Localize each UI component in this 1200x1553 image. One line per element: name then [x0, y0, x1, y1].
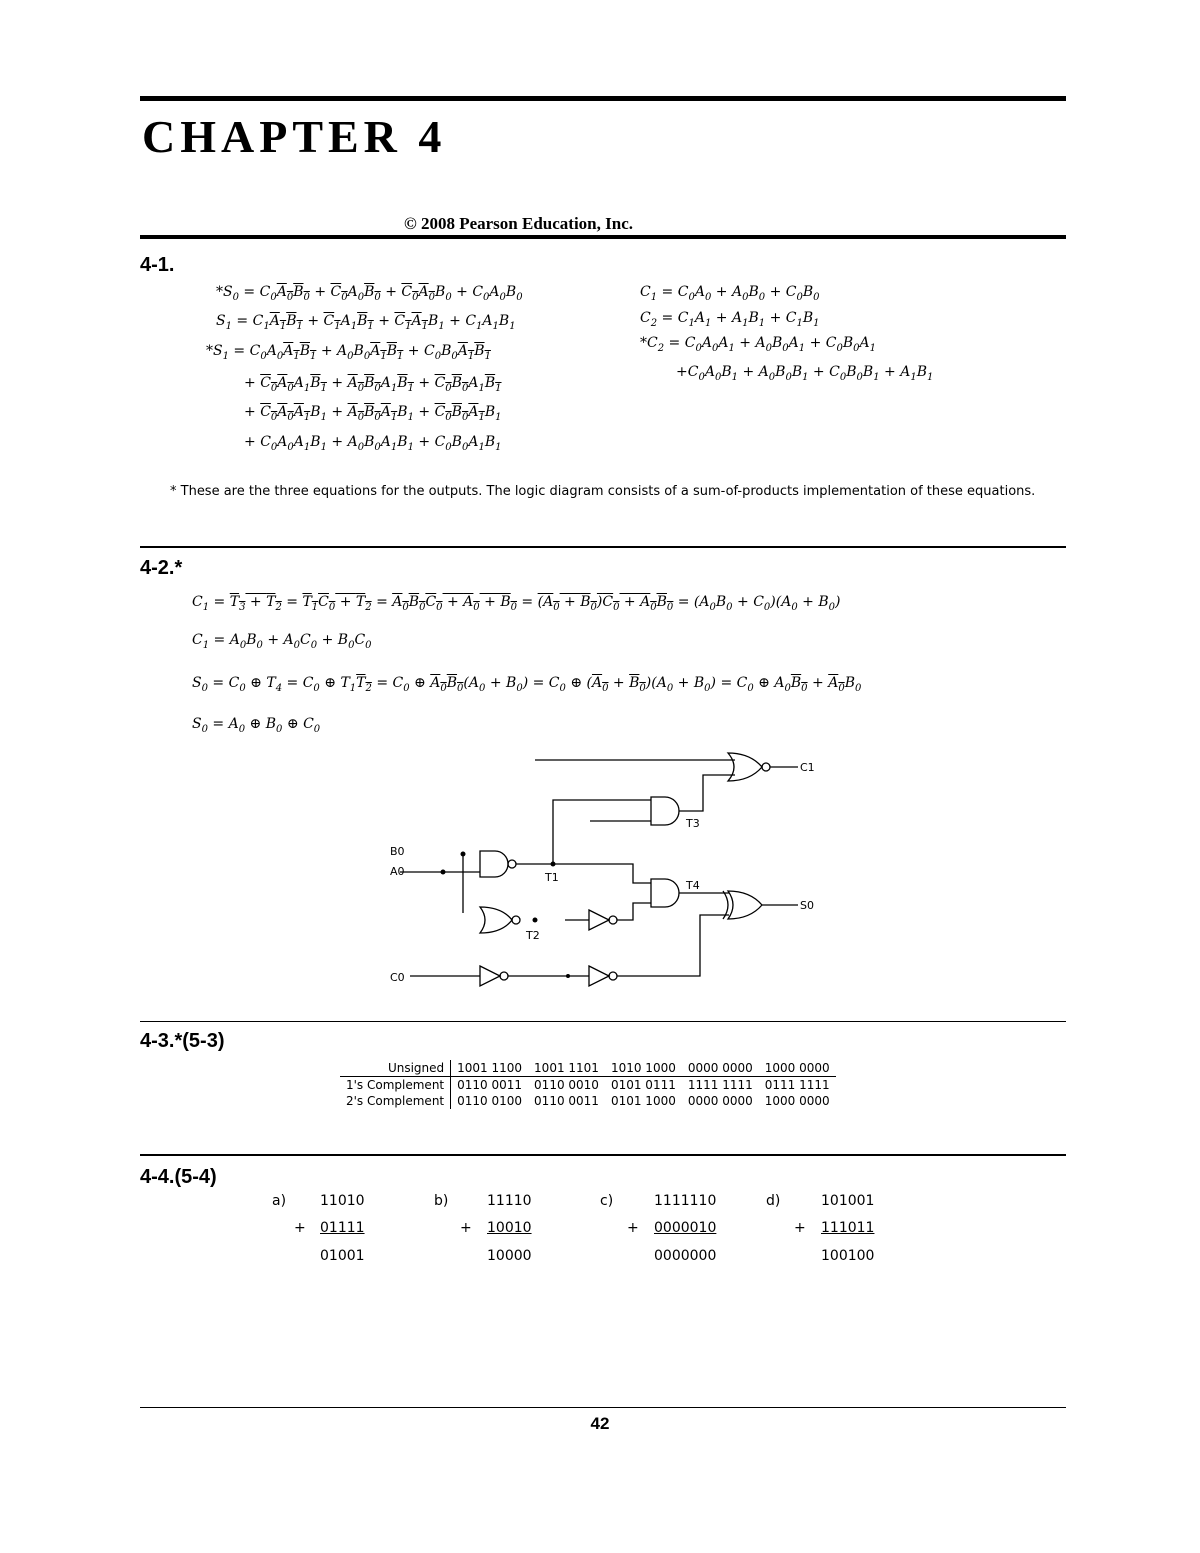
equation-c1-result: $C_1 = A_0B_0 + A_0C_0 + B_0C_0$	[192, 632, 372, 651]
table-cell: 1001 1101	[528, 1060, 605, 1077]
wire-t1-to-t4	[553, 864, 651, 883]
table-cell: 0110 0100	[457, 1094, 523, 1108]
equation-s1-term-4: + $C_0A_0A_1B_1 + A_0B_0A_1B_1 + C_0B_0A_1B_1$	[244, 434, 502, 453]
problem-a-addend: 01111	[320, 1220, 365, 1236]
problem-b-top: 11110	[487, 1193, 532, 1209]
problem-a-result: 01001	[320, 1248, 365, 1264]
copyright-notice: © 2008 Pearson Education, Inc.	[404, 214, 633, 233]
junction-a0	[441, 870, 446, 875]
problem-a-top: 11010	[320, 1193, 365, 1209]
equation-s1-term-2: + $C_0A_0A_1B_1 + A_0B_0A_1B_1 + C_0B_0A_1B_1$	[244, 375, 502, 394]
table-cell: 0000 0000	[687, 1094, 753, 1108]
equation-s1-star: $*S_1 = C_0A_0A_1B_1 + A_0B_0A_1B_1 + C_0B_0A_1B_1$	[206, 343, 491, 362]
and-gate-t4	[651, 879, 679, 907]
table-cell: 0000 0000	[682, 1060, 759, 1077]
label-a0: A0	[390, 865, 405, 878]
table-cell: 1001 1100	[451, 1060, 528, 1077]
problem-d-top: 101001	[821, 1193, 875, 1209]
label-s0: S0	[800, 899, 814, 912]
problem-c-tag: c)	[600, 1193, 614, 1209]
problem-d-addend: 111011	[821, 1220, 875, 1236]
rule-4-2	[140, 546, 1066, 548]
page-number: 42	[590, 1414, 610, 1433]
label-t1: T1	[545, 871, 559, 884]
problem-d-tag: d)	[766, 1193, 781, 1209]
wire-c0-to-xor	[617, 915, 729, 976]
complement-table	[340, 1060, 836, 1109]
nor-gate-c1	[728, 753, 762, 781]
label-b0: B0	[390, 845, 405, 858]
footer-rule	[140, 1407, 1066, 1408]
top-rule	[140, 96, 1066, 101]
problem-c-plus: +	[627, 1220, 639, 1236]
section-4-2-label: 4-2.*	[140, 557, 183, 579]
xor-gate-s0	[728, 891, 762, 919]
label-t3: T3	[686, 817, 700, 830]
header-rule	[140, 235, 1066, 239]
table-cell: 1010 1000	[605, 1060, 682, 1077]
equation-s0-star: $*S_0 = C_0A_0B_0 + C_0A_0B_0 + C_0A_0B_0 + C_0A_0B_0$	[216, 284, 523, 303]
label-c0: C0	[390, 971, 405, 984]
problem-d-plus: +	[794, 1220, 806, 1236]
label-t2: T2	[526, 929, 540, 942]
table-cell: 0110 0011	[534, 1094, 599, 1108]
section-4-4-label: 4-4.(5-4)	[140, 1166, 217, 1188]
table-row	[340, 1093, 836, 1109]
nand-bubble	[508, 860, 516, 868]
table-cell: 0101 0111	[610, 1078, 676, 1092]
equation-s0-result: $S_0 = A_0$ ⊕ $B_0$ ⊕ $C_0$	[192, 716, 321, 735]
table-row	[340, 1077, 836, 1094]
table-cell: 0111 1111	[764, 1078, 830, 1092]
junction-c0	[566, 974, 570, 978]
label-t4: T4	[686, 879, 700, 892]
row-header: 1's Complement	[340, 1077, 451, 1094]
section-4-3-label: 4-3.*(5-3)	[140, 1030, 225, 1052]
table-cell: 0110 0011	[457, 1078, 523, 1092]
problem-b-addend: 10010	[487, 1220, 532, 1236]
equation-s0-derivation: $S_0 = C_0$ ⊕ $T_4 = C_0$ ⊕ $T_1T_2 = C_0$ ⊕ $A_0B_0(A_0 + B_0) = C_0$ ⊕ $(A_0 + B_0)(A_0 + B_0) = C_0$ ⊕ $A_0B_0 + A_0B_0$	[192, 675, 862, 694]
table-cell: 1111 1111	[687, 1078, 753, 1092]
wire-t3-to-nor	[679, 775, 735, 811]
problem-a-plus: +	[294, 1220, 306, 1236]
table-cell: 1000 0000	[759, 1060, 836, 1077]
nand-gate-t1	[480, 851, 508, 877]
equation-c2-term-2: $+C_0A_0B_1 + A_0B_0B_1 + C_0B_0B_1 + A_1B_1$	[676, 364, 934, 383]
rule-4-3	[140, 1021, 1066, 1022]
inverter-t2	[589, 910, 609, 930]
nor-t2-bubble	[512, 916, 520, 924]
problem-b-plus: +	[460, 1220, 472, 1236]
problem-b-result: 10000	[487, 1248, 532, 1264]
row-header: 2's Complement	[340, 1093, 451, 1109]
inverter-c0-1	[480, 966, 500, 986]
problem-c-result: 0000000	[654, 1248, 717, 1264]
table-cell: 0110 0010	[534, 1078, 599, 1092]
table-cell: 0101 1000	[610, 1094, 676, 1108]
equation-c1-derivation: $C_1 = T_3 + T_2 = T_1C_0 + T_2 = A_0B_0C_0 + A_0 + B_0 = (A_0 + B_0)C_0 + A_0B_0 = (A_0B_0 + C_0)(A_0 + B_0)$	[192, 594, 841, 613]
equation-c1: $C_1 = C_0A_0 + A_0B_0 + C_0B_0$	[640, 284, 820, 303]
junction-t2	[533, 918, 538, 923]
problem-c-top: 1111110	[654, 1193, 717, 1209]
equation-s1: $S_1 = C_1A_1B_1 + C_1A_1B_1 + C_1A_1B_1 + C_1A_1B_1$	[216, 313, 516, 332]
equation-c2: $C_2 = C_1A_1 + A_1B_1 + C_1B_1$	[640, 310, 820, 329]
chapter-title: CHAPTER 4	[142, 111, 447, 162]
wire-inv-to-t4	[617, 903, 651, 920]
section-4-1-note: * These are the three equations for the outputs. The logic diagram consists of a sum-of-products implementation of these equations.	[170, 484, 1036, 499]
and-gate-t3	[651, 797, 679, 825]
rule-4-4	[140, 1154, 1066, 1156]
problem-c-addend: 0000010	[654, 1220, 717, 1236]
table-row	[340, 1060, 836, 1077]
problem-a-tag: a)	[272, 1193, 287, 1209]
problem-b-tag: b)	[434, 1193, 449, 1209]
equation-c2-star: $*C_2 = C_0A_0A_1 + A_0B_0A_1 + C_0B_0A_1$	[640, 335, 877, 354]
nor-gate-t2	[480, 907, 512, 933]
junction-t1	[551, 862, 556, 867]
label-c1: C1	[800, 761, 815, 774]
nor-bubble	[762, 763, 770, 771]
equation-s1-term-3: + $C_0A_0A_1B_1 + A_0B_0A_1B_1 + C_0B_0A_1B_1$	[244, 404, 502, 423]
junction-b0	[461, 852, 466, 857]
row-header: Unsigned	[340, 1060, 451, 1077]
section-4-1-label: 4-1.	[140, 254, 175, 276]
table-cell: 1000 0000	[764, 1094, 830, 1108]
inverter-c0-2	[589, 966, 609, 986]
logic-diagram	[380, 745, 820, 995]
problem-d-result: 100100	[821, 1248, 875, 1264]
wire-t1-to-t3	[553, 800, 651, 863]
